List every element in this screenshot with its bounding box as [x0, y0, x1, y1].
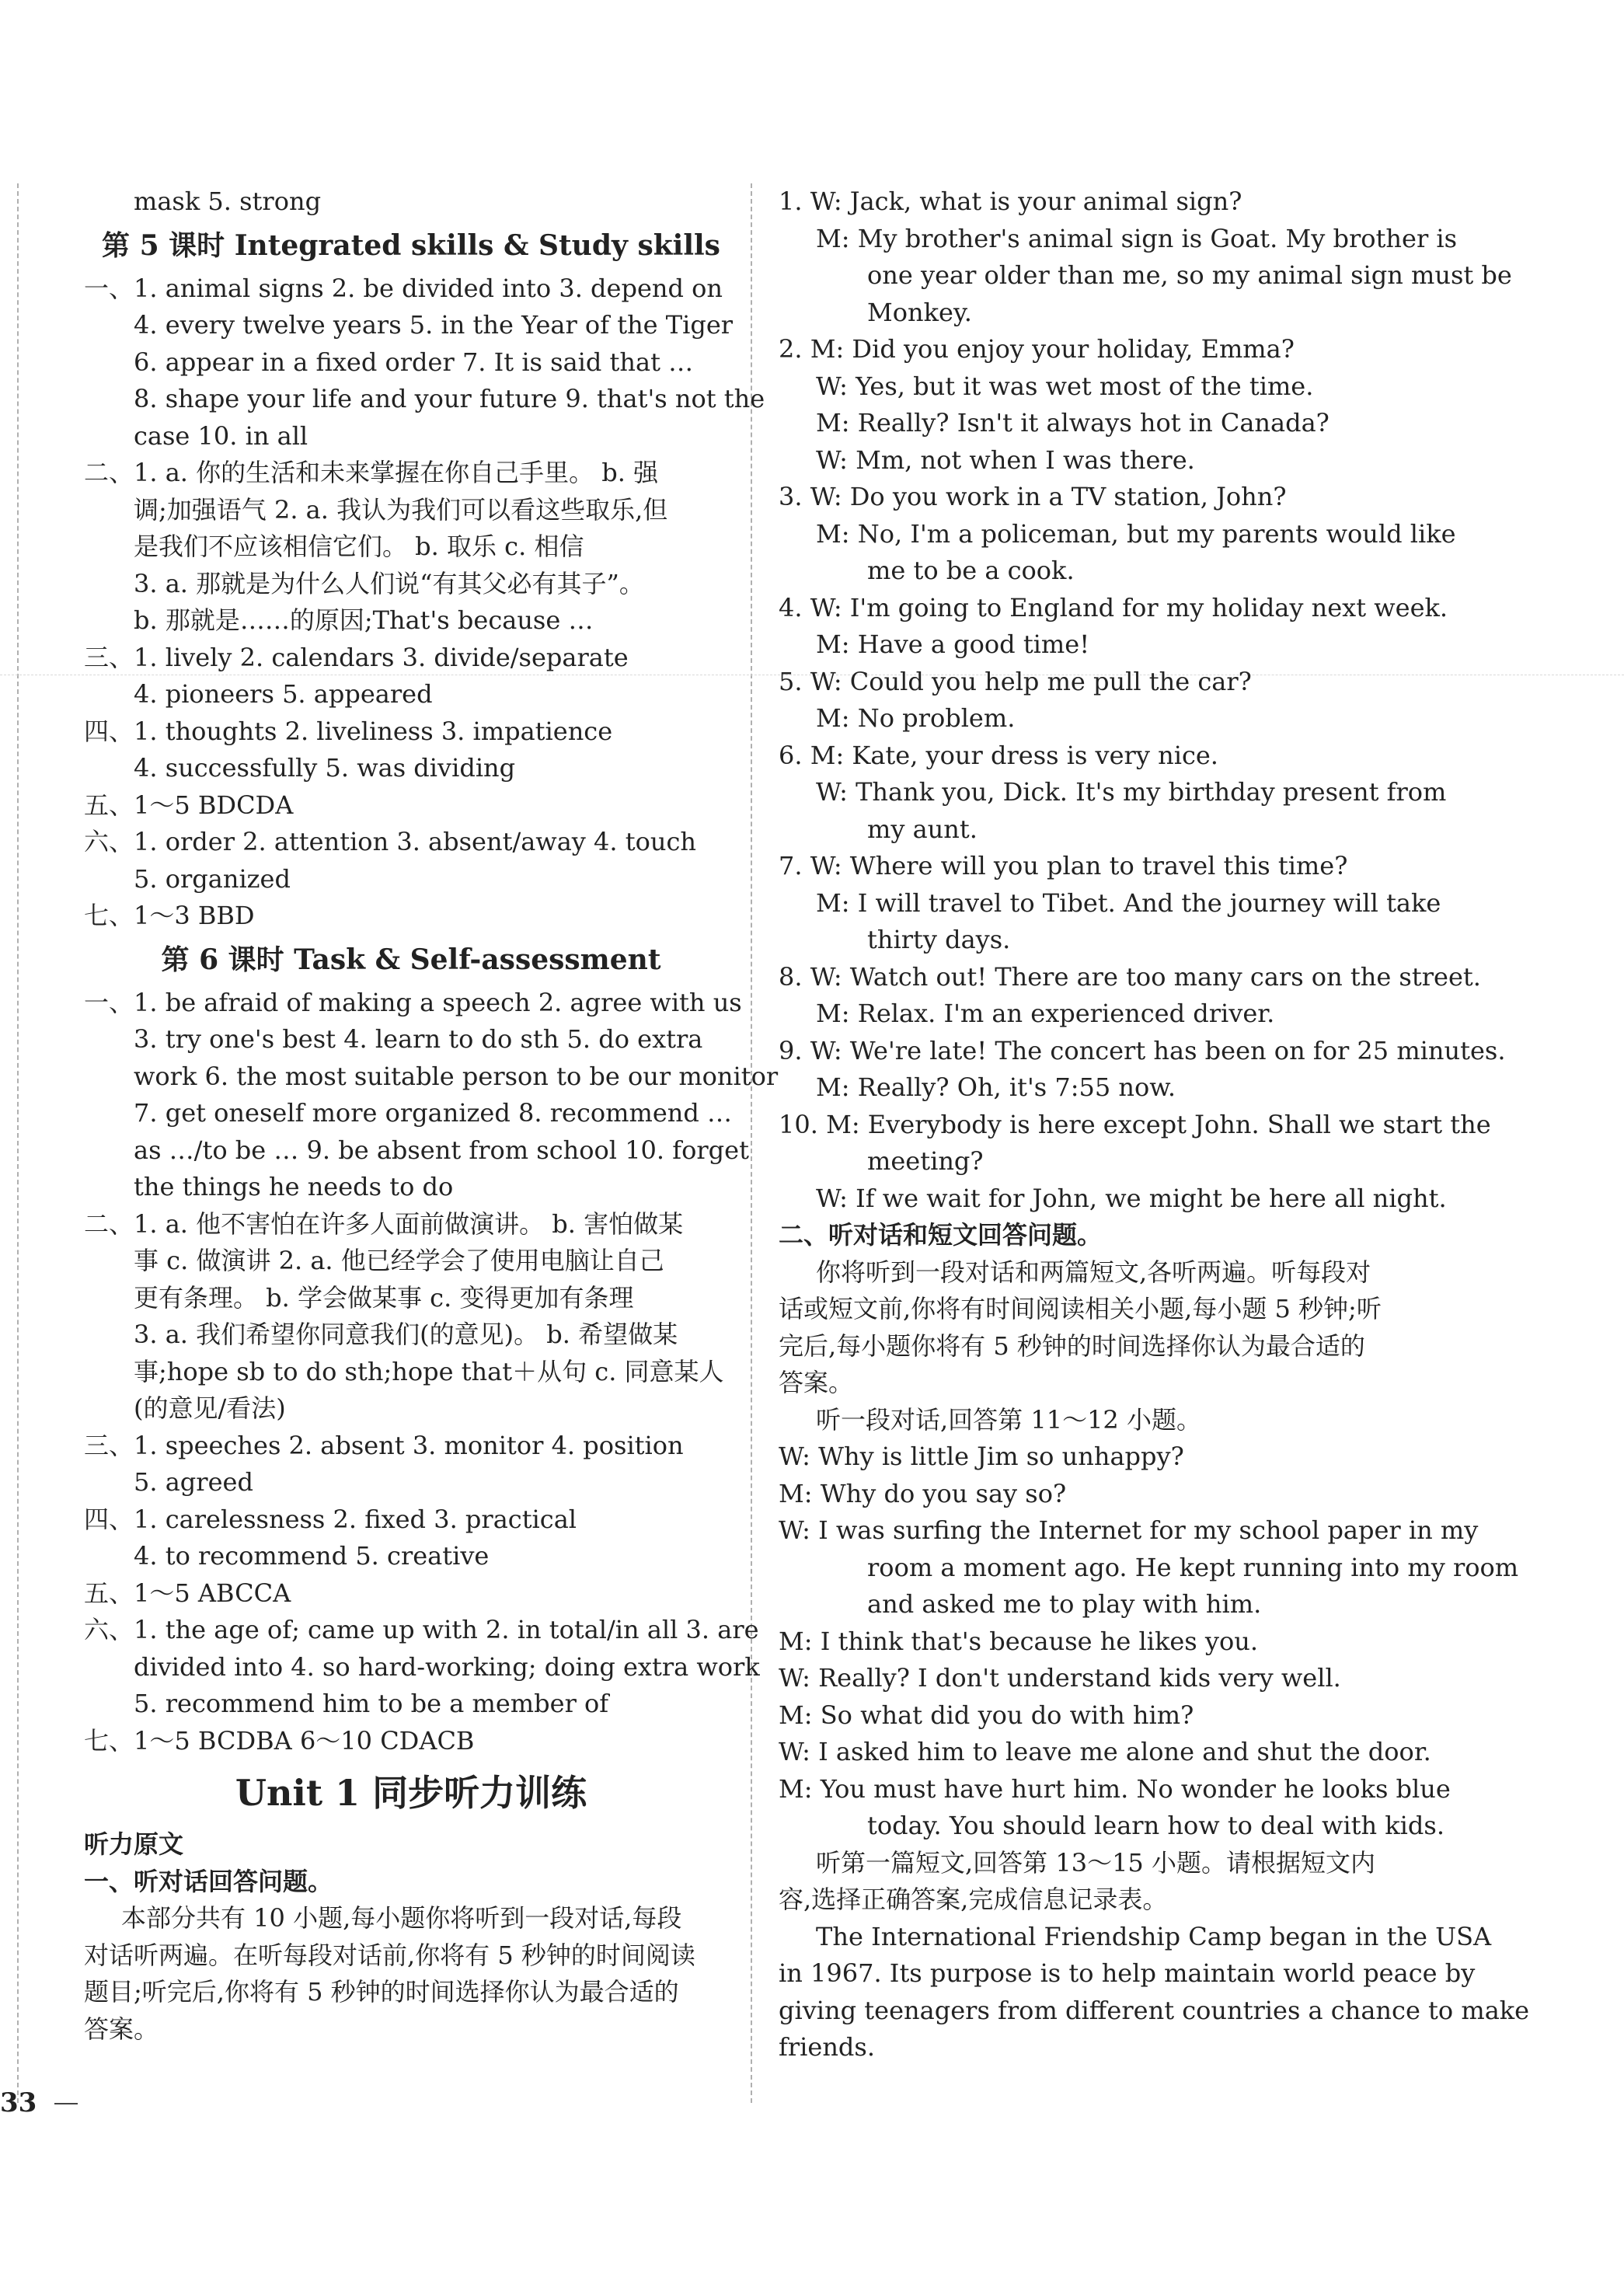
right-column-line: 听一段对话,回答第 11～12 小题。 [816, 1404, 1201, 1435]
right-column-line: W: Why is little Jim so unhappy? [779, 1442, 1184, 1471]
right-column-line: one year older than me, so my animal sign must be [867, 260, 1512, 290]
left-column-line: 5. organized [134, 863, 291, 894]
left-column-line: the things he needs to do [134, 1172, 454, 1201]
right-column-line: W: Mm, not when I was there. [816, 445, 1195, 475]
left-column-line: 事;hope sb to do sth;hope that＋从句 c. 同意某人 [134, 1356, 724, 1386]
right-column-line: 容,选择正确答案,完成信息记录表。 [779, 1885, 1168, 1914]
left-column-line: 四、1. carelessness 2. fixed 3. practical [84, 1504, 577, 1534]
left-column-line: 8. shape your life and your future 9. that's not the [134, 384, 765, 413]
left-column [84, 183, 779, 2048]
left-column-line: 事 c. 做演讲 2. a. 他已经学会了使用电脑让自己 [134, 1246, 664, 1275]
left-column-line: 第 6 课时 Task & Self-assessment [161, 943, 661, 976]
right-column-line: 你将听到一段对话和两篇短文,各听两遍。听每段对 [816, 1257, 1371, 1287]
left-column-line: divided into 4. so hard-working; doing extra work [134, 1651, 760, 1682]
right-column-line: 10. M: Everybody is here except John. Shall we start the [779, 1109, 1491, 1139]
left-column-line: 4. to recommend 5. creative [134, 1541, 490, 1571]
right-column-line: my aunt. [867, 814, 978, 844]
left-column-line: 一、听对话回答问题。 [84, 1866, 333, 1896]
right-column-line: M: Really? Isn't it always hot in Canada? [816, 408, 1330, 438]
column-divider [751, 183, 752, 2103]
left-column-line: as …/to be … 9. be absent from school 10. forget [134, 1135, 749, 1165]
right-column-line: 6. M: Kate, your dress is very nice. [779, 740, 1218, 770]
right-column-line: 1. W: Jack, what is your animal sign? [779, 187, 1242, 216]
right-column-line: meeting? [867, 1146, 984, 1176]
right-column-line: The International Friendship Camp began in the USA [816, 1921, 1492, 1951]
left-column-line: 对话听两遍。在听每段对话前,你将有 5 秒钟的时间阅读 [84, 1940, 695, 1970]
right-column-line: W: I was surfing the Internet for my school paper in my [779, 1515, 1479, 1545]
right-column-line: M: I think that's because he likes you. [779, 1626, 1258, 1656]
right-column-line: 听第一篇短文,回答第 13～15 小题。请根据短文内 [816, 1847, 1375, 1878]
right-column-line: M: Relax. I'm an experienced driver. [816, 999, 1275, 1028]
right-column-line: 9. W: We're late! The concert has been on for 25 minutes. [779, 1035, 1506, 1065]
right-column-line: M: Have a good time! [816, 629, 1090, 659]
left-column-line: 一、1. animal signs 2. be divided into 3. depend on [84, 273, 723, 303]
right-column-line: W: Thank you, Dick. It's my birthday present from [816, 777, 1447, 807]
left-column-line: 五、1～5 ABCCA [84, 1578, 291, 1608]
right-column-line: 2. M: Did you enjoy your holiday, Emma? [779, 334, 1295, 364]
right-column-line: thirty days. [867, 925, 1011, 954]
left-column-line: 听力原文 [84, 1829, 184, 1859]
left-column-line: 更有条理。 b. 学会做某事 c. 变得更加有条理 [134, 1282, 634, 1313]
right-column-line: today. You should learn how to deal with kids. [867, 1811, 1445, 1840]
page-number: 33 [0, 2087, 37, 2118]
right-column-line: Monkey. [867, 297, 972, 327]
right-column-line: M: No, I'm a policeman, but my parents would like [816, 518, 1456, 549]
left-column-line: 4. every twelve years 5. in the Year of the Tiger [134, 310, 734, 340]
right-column-line: 7. W: Where will you plan to travel this time? [779, 851, 1348, 880]
right-column-line: 5. W: Could you help me pull the car? [779, 666, 1252, 696]
left-column-line: 六、1. the age of; came up with 2. in total/in all 3. are [84, 1615, 759, 1644]
right-column-line: and asked me to play with him. [867, 1589, 1262, 1619]
right-column [779, 183, 1530, 2066]
left-column-line: 3. a. 那就是为什么人们说“有其父必有其子”。 [134, 568, 644, 598]
right-column-line: M: My brother's animal sign is Goat. My brother is [816, 223, 1458, 253]
left-column-line: 调;加强语气 2. a. 我认为我们可以看这些取乐,但 [134, 494, 668, 525]
right-column-line: 3. W: Do you work in a TV station, John? [779, 482, 1287, 511]
right-column-line: W: I asked him to leave me alone and shut the door. [779, 1737, 1431, 1766]
page-number-dash [54, 2103, 78, 2104]
left-column-line: 7. get oneself more organized 8. recommend … [134, 1098, 733, 1128]
left-column-line: 3. try one's best 4. learn to do sth 5. do extra [134, 1024, 703, 1054]
right-column-line: room a moment ago. He kept running into my room [867, 1552, 1519, 1582]
left-column-line: 答案。 [84, 2014, 159, 2044]
left-column-line: work 6. the most suitable person to be our monitor [134, 1061, 779, 1091]
left-column-line: 三、1. speeches 2. absent 3. monitor 4. position [84, 1430, 684, 1460]
left-column-line: 二、1. a. 你的生活和未来掌握在你自己手里。 b. 强 [84, 458, 659, 487]
right-column-line: M: Why do you say so? [779, 1478, 1067, 1508]
left-column-line: 五、1～5 BDCDA [84, 790, 294, 820]
right-column-line: W: Really? I don't understand kids very well. [779, 1663, 1341, 1693]
left-column-line: 三、1. lively 2. calendars 3. divide/separate [84, 642, 629, 672]
right-column-line: giving teenagers from different countries a chance to make [779, 1995, 1530, 2025]
left-column-line: 四、1. thoughts 2. liveliness 3. impatience [84, 716, 613, 746]
right-column-line: M: Really? Oh, it's 7:55 now. [816, 1072, 1176, 1102]
left-column-line: 题目;听完后,你将有 5 秒钟的时间选择你认为最合适的 [84, 1977, 679, 2007]
right-column-line: 4. W: I'm going to England for my holiday next week. [779, 592, 1448, 622]
left-column-line: 4. pioneers 5. appeared [134, 679, 433, 709]
left-column-line: 第 5 课时 Integrated skills & Study skills [102, 228, 720, 262]
left-column-line: 6. appear in a fixed order 7. It is said that … [134, 347, 694, 377]
right-column-line: W: Yes, but it was wet most of the time. [816, 371, 1314, 401]
right-column-line: W: If we wait for John, we might be here all night. [816, 1183, 1447, 1213]
right-column-line: M: So what did you do with him? [779, 1700, 1194, 1730]
right-column-line: 完后,每小题你将有 5 秒钟的时间选择你认为最合适的 [779, 1330, 1365, 1361]
left-column-line: 七、1～3 BBD [84, 901, 255, 930]
right-column-line: 8. W: Watch out! There are too many cars on the street. [779, 961, 1481, 992]
left-column-line: b. 那就是……的原因;That's because … [134, 605, 594, 635]
left-column-line: 一、1. be afraid of making a speech 2. agree with us [84, 987, 742, 1017]
left-column-line: case 10. in all [134, 420, 308, 451]
left-column-line: mask 5. strong [134, 187, 322, 216]
right-column-line: in 1967. Its purpose is to help maintain world peace by [779, 1958, 1476, 1988]
left-column-line: 是我们不应该相信它们。 b. 取乐 c. 相信 [134, 532, 584, 561]
left-column-line: 七、1～5 BCDBA 6～10 CDACB [84, 1725, 475, 1756]
left-column-line: Unit 1 同步听力训练 [235, 1772, 587, 1814]
right-column-line: 答案。 [779, 1368, 854, 1397]
left-column-line: (的意见/看法) [134, 1393, 286, 1423]
left-column-line: 3. a. 我们希望你同意我们(的意见)。 b. 希望做某 [134, 1320, 678, 1349]
left-column-line: 5. recommend him to be a member of [134, 1689, 609, 1718]
right-column-line: 话或短文前,你将有时间阅读相关小题,每小题 5 秒钟;听 [779, 1294, 1382, 1323]
right-column-line: M: I will travel to Tibet. And the journey will take [816, 887, 1441, 918]
left-column-line: 二、1. a. 他不害怕在许多人面前做演讲。 b. 害怕做某 [84, 1208, 684, 1239]
right-column-line: M: You must have hurt him. No wonder he looks blue [779, 1773, 1451, 1804]
left-margin-rule [17, 183, 19, 2103]
left-column-line: 六、1. order 2. attention 3. absent/away 4. touch [84, 827, 696, 856]
left-column-line: 5. agreed [134, 1467, 253, 1497]
right-column-line: 二、听对话和短文回答问题。 [779, 1220, 1103, 1250]
right-column-line: friends. [779, 2032, 875, 2062]
left-column-line: 4. successfully 5. was dividing [134, 753, 516, 783]
right-column-line: M: No problem. [816, 703, 1016, 733]
left-column-line: 本部分共有 10 小题,每小题你将听到一段对话,每段 [121, 1903, 682, 1933]
right-column-line: me to be a cook. [867, 556, 1075, 585]
